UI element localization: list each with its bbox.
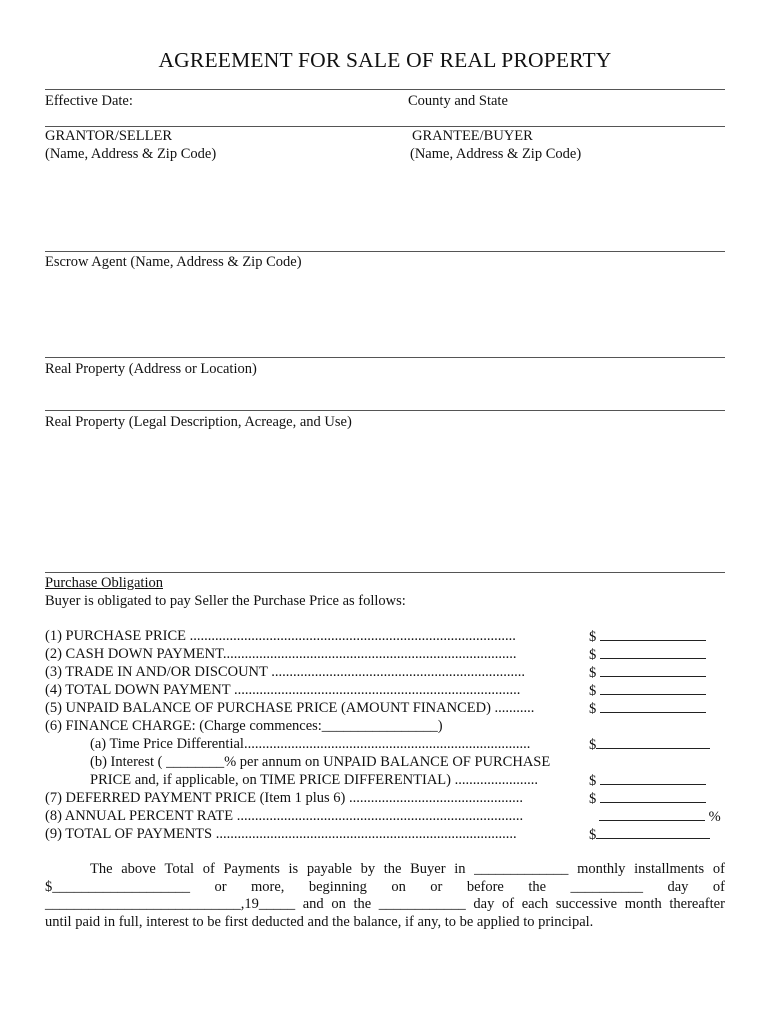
dollar-sign: $ xyxy=(589,629,597,645)
dollar-sign: $ xyxy=(589,701,597,717)
county-state-label: County and State xyxy=(408,93,508,109)
purchase-obligation-heading: Purchase Obligation xyxy=(45,575,163,591)
dollar-sign: $ xyxy=(589,683,597,699)
dollar-sign: $ xyxy=(589,773,597,789)
item-cash-down: (2) CASH DOWN PAYMENT................................................................................. xyxy=(45,646,517,662)
percent-sign: % xyxy=(708,809,721,825)
item-total-payments: (9) TOTAL OF PAYMENTS ................................................................................... xyxy=(45,826,517,842)
payment-terms-paragraph xyxy=(45,861,725,931)
amount-field[interactable] xyxy=(589,664,706,682)
item-purchase-price: (1) PURCHASE PRICE .......................................................................................... xyxy=(45,628,516,644)
item-deferred-payment: (7) DEFERRED PAYMENT PRICE (Item 1 plus 6) ................................................ xyxy=(45,790,523,806)
item-interest: (b) Interest ( ________% per annum on UNPAID BALANCE OF PURCHASE xyxy=(90,754,551,770)
seller-sublabel: (Name, Address & Zip Code) xyxy=(45,146,217,162)
dollar-sign: $ xyxy=(589,665,597,681)
amount-field[interactable] xyxy=(589,736,710,754)
item-finance-charge: (6) FINANCE CHARGE: (Charge commences:________________) xyxy=(45,718,443,734)
amount-field[interactable] xyxy=(589,646,706,664)
paragraph-line: The above Total of Payments is payable by the Buyer in _____________ monthly installments of xyxy=(90,861,725,877)
divider xyxy=(45,89,725,90)
buyer-sublabel: (Name, Address & Zip Code) xyxy=(410,146,582,162)
document-title: AGREEMENT FOR SALE OF REAL PROPERTY xyxy=(158,48,612,72)
amount-field[interactable] xyxy=(589,826,710,844)
dollar-sign: $ xyxy=(589,737,597,753)
divider xyxy=(45,126,725,127)
seller-label: GRANTOR/SELLER xyxy=(45,128,173,144)
amount-field[interactable] xyxy=(589,790,706,808)
item-trade-in: (3) TRADE IN AND/OR DISCOUNT ...................................................................... xyxy=(45,664,525,680)
divider xyxy=(45,410,725,411)
item-unpaid-balance: (5) UNPAID BALANCE OF PURCHASE PRICE (AMOUNT FINANCED) ........... xyxy=(45,700,535,716)
escrow-agent-label: Escrow Agent (Name, Address & Zip Code) xyxy=(45,254,302,270)
item-time-price-differential: (a) Time Price Differential............................................................................... xyxy=(90,736,531,752)
amount-field[interactable] xyxy=(589,700,706,718)
amount-field[interactable] xyxy=(589,682,706,700)
item-interest-cont: PRICE and, if applicable, on TIME PRICE DIFFERENTIAL) ....................... xyxy=(90,772,538,788)
buyer-label: GRANTEE/BUYER xyxy=(412,128,533,144)
paragraph-line: until paid in full, interest to be first deducted and the balance, if any, to be applied to principal. xyxy=(45,913,594,930)
paragraph-line: $___________________ or more, beginning on or before the __________ day of xyxy=(45,878,725,895)
item-annual-percent-rate: (8) ANNUAL PERCENT RATE ............................................................................... xyxy=(45,808,524,824)
property-address-label: Real Property (Address or Location) xyxy=(45,361,257,377)
amount-field[interactable] xyxy=(589,772,706,790)
purchase-obligation-intro: Buyer is obligated to pay Seller the Purchase Price as follows: xyxy=(45,593,406,609)
property-legal-label: Real Property (Legal Description, Acreage, and Use) xyxy=(45,414,352,430)
amount-field[interactable] xyxy=(589,628,706,646)
paragraph-line: ___________________________,19_____ and on the ____________ day of each successive month thereafter xyxy=(45,896,725,912)
divider xyxy=(45,251,725,252)
divider xyxy=(45,572,725,573)
divider xyxy=(45,357,725,358)
effective-date-label: Effective Date: xyxy=(45,93,133,109)
percent-field[interactable] xyxy=(599,808,721,826)
dollar-sign: $ xyxy=(589,827,597,843)
item-total-down: (4) TOTAL DOWN PAYMENT ............................................................................... xyxy=(45,682,521,698)
dollar-sign: $ xyxy=(589,647,597,663)
dollar-sign: $ xyxy=(589,791,597,807)
